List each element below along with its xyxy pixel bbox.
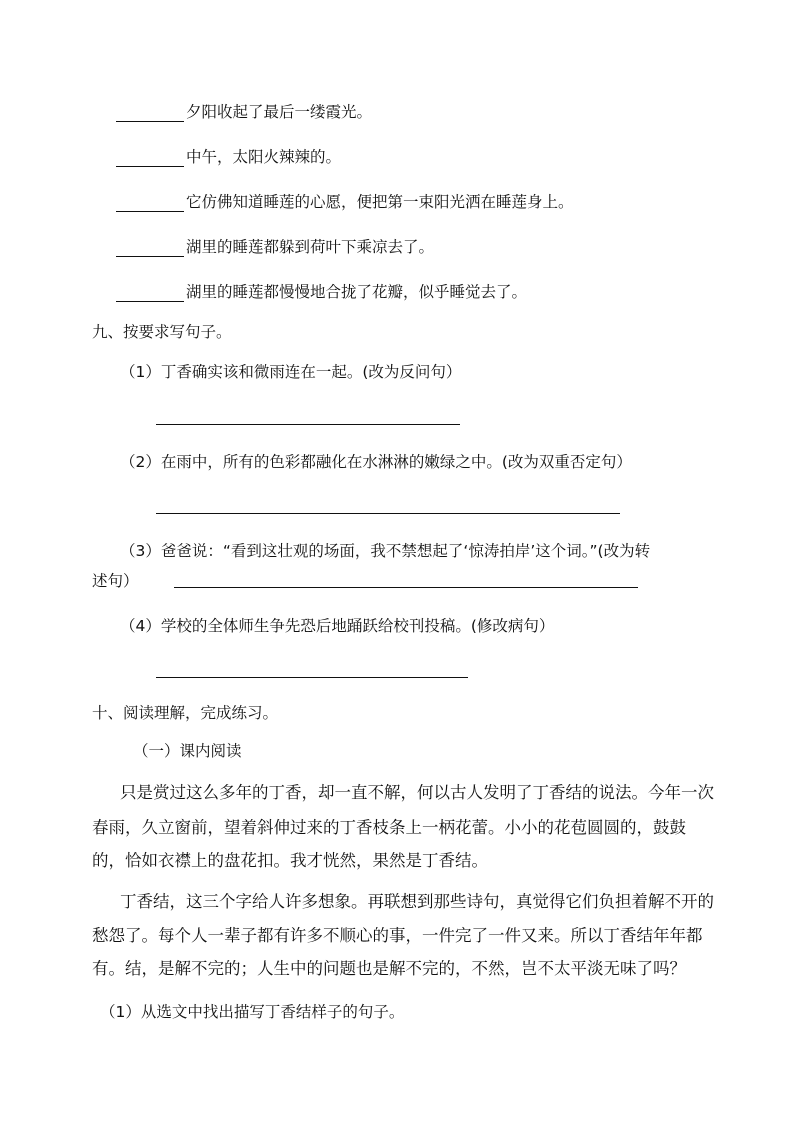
passage-paragraph-1-line-2: 春雨，久立窗前，望着斜伸过来的丁香枝条上一柄花蕾。小小的花苞圆圆的，鼓鼓 [92, 818, 686, 837]
passage-paragraph-1-line-3: 的，恰如衣襟上的盘花扣。我才恍然，果然是丁香结。 [92, 851, 488, 870]
answer-line-2[interactable] [156, 513, 620, 514]
answer-line-4[interactable] [156, 677, 468, 678]
order-item-5: 湖里的睡莲都慢慢地合拢了花瓣，似乎睡觉去了。 [116, 282, 527, 302]
passage-paragraph-2-line-2: 愁怨了。每个人一辈子都有许多不顺心的事，一件完了一件又来。所以丁香结年年都 [92, 926, 703, 945]
section-10-subtitle: （一）课内阅读 [133, 742, 242, 760]
answer-line-3[interactable] [174, 587, 638, 588]
order-item-1: 夕阳收起了最后一缕霞光。 [116, 102, 372, 122]
order-item-2: 中午，太阳火辣辣的。 [116, 147, 341, 167]
answer-blank[interactable] [116, 195, 184, 212]
section-9-question-3-cont: 述句） [92, 572, 139, 590]
section-10-question-1: （1）从选文中找出描写丁香结样子的句子。 [100, 1003, 405, 1021]
order-item-3: 它仿佛知道睡莲的心愿，便把第一束阳光洒在睡莲身上。 [116, 192, 574, 212]
answer-blank[interactable] [116, 285, 184, 302]
answer-blank[interactable] [116, 240, 184, 257]
passage-paragraph-2-line-3: 有。结，是解不完的；人生中的问题也是解不完的，不然，岂不太平淡无味了吗？ [92, 959, 686, 978]
section-9-question-4: （4）学校的全体师生争先恐后地踊跃给校刊投稿。(修改病句） [120, 617, 555, 635]
passage-paragraph-2-line-1: 丁香结，这三个字给人许多想象。再联想到那些诗句，真觉得它们负担着解不开的 [120, 892, 714, 911]
order-item-4: 湖里的睡莲都躲到荷叶下乘凉去了。 [116, 237, 434, 257]
section-9-question-2: （2）在雨中，所有的色彩都融化在水淋淋的嫩绿之中。(改为双重否定句） [120, 453, 632, 471]
section-9-question-3: （3）爸爸说：“看到这壮观的场面，我不禁想起了‘惊涛拍岸’这个词。”(改为转 [120, 542, 651, 560]
section-9-title: 九、按要求写句子。 [92, 323, 232, 341]
answer-blank[interactable] [116, 105, 184, 122]
section-10-title: 十、阅读理解，完成练习。 [92, 704, 279, 722]
answer-line-1[interactable] [156, 424, 460, 425]
passage-paragraph-1-line-1: 只是赏过这么多年的丁香，却一直不解，何以古人发明了丁香结的说法。今年一次 [120, 783, 714, 802]
answer-blank[interactable] [116, 150, 184, 167]
section-9-question-1: （1）丁香确实该和微雨连在一起。(改为反问句） [120, 363, 462, 381]
